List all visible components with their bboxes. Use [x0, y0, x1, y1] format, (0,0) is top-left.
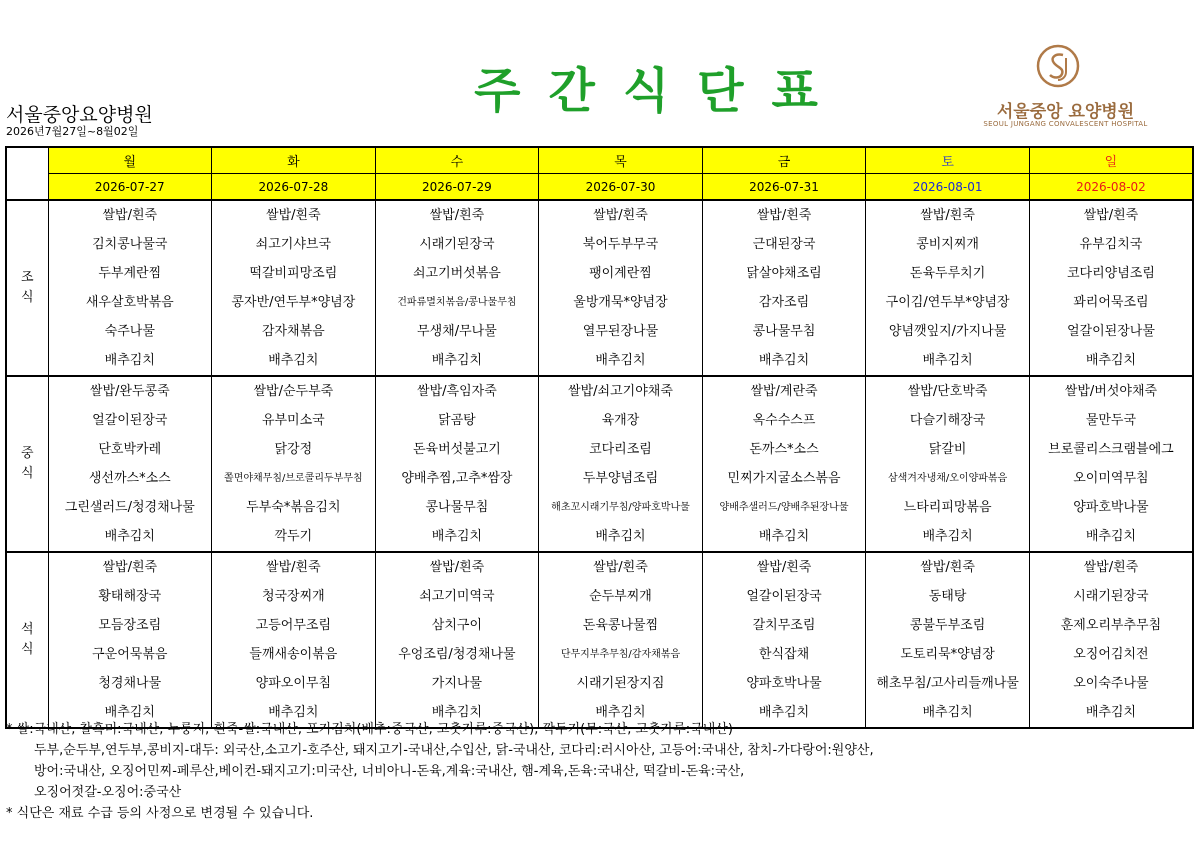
- menu-item: 쌀밥/완두콩죽: [89, 384, 170, 399]
- day-date: 2026-07-29: [375, 174, 539, 201]
- menu-item: 배추김치: [922, 705, 973, 720]
- weekly-menu-table: [5, 146, 1194, 729]
- menu-item: 배추김치: [922, 529, 973, 544]
- menu-item: 도토리묵*양념장: [900, 647, 995, 662]
- menu-item: 돈육버섯불고기: [412, 442, 501, 457]
- menu-item: 콩비지찌개: [916, 237, 979, 252]
- day-name: 일: [1029, 147, 1193, 174]
- menu-item: 쇠고기미역국: [419, 589, 495, 604]
- menu-item: 쌀밥/흑임자죽: [417, 384, 497, 399]
- day-date: 2026-07-27: [48, 174, 212, 201]
- menu-item: 돈육콩나물찜: [582, 618, 659, 633]
- menu-item: 단호박카레: [98, 442, 162, 457]
- menu-item: 쌀밥/흰죽: [593, 560, 648, 575]
- menu-item: 쌀밥/흰죽: [266, 560, 321, 575]
- menu-item: 근대된장국: [752, 237, 816, 252]
- day-name: 화: [212, 147, 376, 174]
- menu-item: 삼색겨자냉채/오이양파볶음: [887, 473, 1008, 484]
- menu-item: 황태해장국: [98, 589, 162, 604]
- breakfast-label: 조 식: [6, 200, 48, 376]
- menu-item: 쌀밥/버섯야채죽: [1064, 384, 1158, 399]
- menu-item: 감자채볶음: [261, 324, 325, 339]
- menu-item: 얼갈이된장국: [746, 589, 822, 604]
- menu-item: 고등어무조림: [255, 618, 332, 633]
- dinner-day-1-cell: [212, 552, 376, 728]
- menu-item: 코다리양념조림: [1066, 266, 1155, 281]
- menu-item: 콩나물무침: [425, 500, 489, 515]
- menu-item: 꽈리어묵조림: [1073, 295, 1149, 310]
- menu-item: 코다리조림: [589, 442, 652, 457]
- menu-item: 쌀밥/흰죽: [756, 560, 812, 575]
- menu-item: 훈제오리부추무침: [1060, 618, 1162, 633]
- menu-item: 배추김치: [758, 529, 810, 544]
- lunch-day-0-cell: [48, 376, 212, 552]
- menu-item: 닭갈비: [928, 442, 967, 457]
- logo-emblem-icon: [1036, 44, 1080, 88]
- menu-item: 닭강정: [274, 442, 313, 457]
- menu-item: 쌀밥/흰죽: [429, 208, 485, 223]
- menu-item: 청국장찌개: [261, 589, 325, 604]
- menu-item: 동태탕: [928, 589, 967, 604]
- menu-period: 2026년7월27일~8월02일: [6, 125, 139, 138]
- menu-item: 양파호박나물: [1073, 500, 1149, 515]
- menu-item: 콩나물무침: [752, 324, 816, 339]
- menu-item: 우엉조림/청경채나물: [398, 647, 516, 662]
- day-date: 2026-08-02: [1029, 174, 1193, 201]
- lunch-day-2-cell: [375, 376, 539, 552]
- menu-item: 구이김/연두부*양념장: [885, 295, 1010, 310]
- menu-item: 북어두부무국: [582, 237, 659, 252]
- dinner-day-2-cell: [375, 552, 539, 728]
- menu-item: 돈육두루치기: [909, 266, 986, 281]
- day-name: 금: [702, 147, 866, 174]
- menu-item: 콩불두부조림: [909, 618, 986, 633]
- menu-item: 울방개묵*양념장: [573, 295, 668, 310]
- lunch-day-4-cell: [702, 376, 866, 552]
- menu-item: 옥수수스프: [752, 413, 816, 428]
- menu-item: 콩자반/연두부*양념장: [231, 295, 356, 310]
- menu-item: 양배추찜,고추*쌈장: [401, 471, 513, 486]
- dinner-day-5-cell: [866, 552, 1030, 728]
- lunch-day-5-cell: [866, 376, 1030, 552]
- origin-notes: [6, 719, 1196, 824]
- menu-item: 무생채/무나물: [417, 324, 497, 339]
- menu-item: 깍두기: [274, 529, 313, 544]
- menu-item: 쌀밥/계란죽: [750, 384, 818, 399]
- menu-item: 양념깻잎지/가지나물: [888, 324, 1007, 339]
- menu-item: 해초꼬시래기무침/양파호박나물: [551, 502, 690, 513]
- menu-item: 순두부찌개: [589, 589, 652, 604]
- menu-item: 유부미소국: [261, 413, 325, 428]
- menu-item: 단무지부추무침/감자채볶음: [560, 649, 681, 660]
- menu-item: 쌀밥/흰죽: [429, 560, 485, 575]
- day-name: 수: [375, 147, 539, 174]
- menu-item: 쌀밥/순두부죽: [253, 384, 334, 399]
- menu-item: 쌀밥/흰죽: [1083, 560, 1139, 575]
- logo-name: 서울중앙 요양병원: [996, 102, 1135, 122]
- menu-item: 쌀밥/흰죽: [920, 208, 975, 223]
- menu-item: 브로콜리스크램블에그: [1048, 442, 1174, 457]
- menu-item: 배추김치: [431, 705, 483, 720]
- menu-item: 배추김치: [922, 353, 973, 368]
- note-line: 오징어젓갈-오징어:중국산: [34, 785, 182, 800]
- menu-item: 두부양념조림: [582, 471, 659, 486]
- menu-item: 모듬장조림: [98, 618, 162, 633]
- menu-item: 배추김치: [104, 353, 155, 368]
- breakfast-day-6-cell: [1029, 200, 1193, 376]
- day-date: 2026-07-30: [539, 174, 703, 201]
- menu-item: 얼갈이된장나물: [1066, 324, 1155, 339]
- lunch-day-3-cell: [539, 376, 703, 552]
- menu-item: 배추김치: [104, 705, 155, 720]
- dinner-label: 석 식: [6, 552, 48, 728]
- menu-item: 팽이계란찜: [589, 266, 652, 281]
- menu-item: 시래기된장국: [419, 237, 495, 252]
- menu-item: 두부계란찜: [98, 266, 162, 281]
- menu-item: 쌀밥/흰죽: [1083, 208, 1139, 223]
- note-line: 두부,순두부,연두부,콩비지-대두: 외국산,소고기-호주산, 돼지고기-국내산,수입산, 닭-국내산, 코다리:러시아산, 고등어:국내산, 참치-가다랑어:원양산,: [34, 743, 874, 758]
- menu-item: 배추김치: [595, 529, 646, 544]
- menu-item: 해초무침/고사리들깨나물: [876, 676, 1019, 691]
- menu-item: 배추김치: [1085, 529, 1137, 544]
- menu-item: 청경채나물: [98, 676, 162, 691]
- day-name: 목: [539, 147, 703, 174]
- menu-item: 쇠고기샤브국: [255, 237, 332, 252]
- menu-item: 양배추샐러드/양배추된장나물: [719, 502, 849, 513]
- menu-item: 떡갈비피망조림: [249, 266, 338, 281]
- menu-item: 얼갈이된장국: [92, 413, 168, 428]
- menu-item: 쌀밥/흰죽: [266, 208, 321, 223]
- menu-item: 배추김치: [104, 529, 155, 544]
- menu-item: 건파류멸치볶음/콩나물무침: [397, 297, 517, 308]
- menu-item: 김치콩나물국: [92, 237, 168, 252]
- breakfast-day-5-cell: [866, 200, 1030, 376]
- menu-item: 돈까스*소스: [749, 442, 819, 457]
- menu-item: 물만두국: [1085, 413, 1137, 428]
- menu-item: 오이숙주나물: [1073, 676, 1149, 691]
- lunch-day-6-cell: [1029, 376, 1193, 552]
- menu-item: 그린샐러드/청경채나물: [64, 500, 195, 515]
- menu-item: 생선까스*소스: [88, 471, 171, 486]
- menu-item: 한식잡채: [758, 647, 810, 662]
- menu-item: 배추김치: [758, 705, 810, 720]
- menu-item: 두부숙*볶음김치: [246, 500, 341, 515]
- dinner-day-0-cell: [48, 552, 212, 728]
- menu-item: 배추김치: [595, 705, 646, 720]
- note-line: * 쌀:국내산, 찰흑미:국내산, 누룽지, 흰죽-쌀:국내산, 포기김치(배추:중국산, 고춧가루:중국산), 깍두기(무:국산, 고춧가루:국내산): [6, 722, 733, 737]
- menu-item: 유부김치국: [1079, 237, 1143, 252]
- breakfast-day-1-cell: [212, 200, 376, 376]
- breakfast-day-3-cell: [539, 200, 703, 376]
- page-title: 주간식단표: [474, 63, 846, 119]
- menu-item: 쌀밥/흰죽: [920, 560, 975, 575]
- menu-item: 감자조림: [758, 295, 810, 310]
- menu-item: 쌀밥/흰죽: [102, 208, 158, 223]
- lunch-row: [6, 376, 1193, 552]
- breakfast-day-4-cell: [702, 200, 866, 376]
- dinner-day-4-cell: [702, 552, 866, 728]
- menu-item: 삼치구이: [431, 618, 483, 633]
- breakfast-day-0-cell: [48, 200, 212, 376]
- lunch-label: 중 식: [6, 376, 48, 552]
- menu-item: 오징어김치전: [1073, 647, 1149, 662]
- menu-item: 닭살야채조림: [746, 266, 822, 281]
- menu-item: 배추김치: [431, 529, 483, 544]
- dinner-row: [6, 552, 1193, 728]
- menu-item: 양파오이무침: [255, 676, 332, 691]
- menu-item: 쌀밥/흰죽: [593, 208, 648, 223]
- menu-item: 닭곰탕: [438, 413, 476, 428]
- menu-item: 배추김치: [431, 353, 483, 368]
- day-name: 월: [48, 147, 212, 174]
- menu-item: 다슬기해장국: [909, 413, 986, 428]
- menu-item: 오이미역무침: [1073, 471, 1149, 486]
- menu-item: 느타리피망볶음: [903, 500, 992, 515]
- hospital-logo: [978, 44, 1153, 134]
- menu-item: 새우살호박볶음: [85, 295, 174, 310]
- menu-item: 쫄면야채무침/브로콜리두부무침: [224, 473, 363, 484]
- menu-item: 숙주나물: [104, 324, 155, 339]
- dinner-day-3-cell: [539, 552, 703, 728]
- note-line: 방어:국내산, 오징어민찌-페루산,베이컨-돼지고기:미국산, 너비아니-돈육,계육:국내산, 햄-계육,돈육:국내산, 떡갈비-돈육:국산,: [34, 764, 745, 779]
- menu-item: 쌀밥/흰죽: [756, 208, 812, 223]
- menu-item: 쇠고기버섯볶음: [412, 266, 501, 281]
- lunch-day-1-cell: [212, 376, 376, 552]
- menu-item: 갈치무조림: [752, 618, 816, 633]
- menu-item: 들깨새송이볶음: [249, 647, 338, 662]
- logo-subtitle: SEOUL JUNGANG CONVALESCENT HOSPITAL: [983, 120, 1148, 128]
- dinner-day-6-cell: [1029, 552, 1193, 728]
- note-line: * 식단은 재료 수급 등의 사정으로 변경될 수 있습니다.: [6, 806, 314, 821]
- hospital-name: 서울중앙요양병원: [6, 104, 153, 126]
- menu-item: 시래기된장국: [1073, 589, 1149, 604]
- day-date: 2026-07-31: [702, 174, 866, 201]
- menu-item: 육개장: [601, 413, 640, 428]
- menu-item: 배추김치: [1085, 353, 1137, 368]
- menu-item: 양파호박나물: [746, 676, 822, 691]
- menu-item: 민찌가지굴소스볶음: [727, 471, 841, 486]
- menu-item: 시래기된장지짐: [576, 676, 665, 691]
- menu-item: 배추김치: [758, 353, 810, 368]
- menu-item: 열무된장나물: [582, 324, 659, 339]
- breakfast-day-2-cell: [375, 200, 539, 376]
- breakfast-row: [6, 200, 1193, 376]
- menu-item: 배추김치: [595, 353, 646, 368]
- corner-cell: [6, 147, 48, 200]
- menu-item: 배추김치: [268, 705, 319, 720]
- menu-item: 가지나물: [431, 676, 483, 691]
- day-name: 토: [866, 147, 1030, 174]
- menu-item: 구운어묵볶음: [92, 647, 168, 662]
- menu-item: 배추김치: [268, 353, 319, 368]
- day-date: 2026-08-01: [866, 174, 1030, 201]
- day-date: 2026-07-28: [212, 174, 376, 201]
- menu-item: 쌀밥/쇠고기야채죽: [568, 384, 673, 399]
- menu-item: 배추김치: [1085, 705, 1137, 720]
- menu-item: 쌀밥/단호박죽: [907, 384, 988, 399]
- menu-item: 쌀밥/흰죽: [102, 560, 158, 575]
